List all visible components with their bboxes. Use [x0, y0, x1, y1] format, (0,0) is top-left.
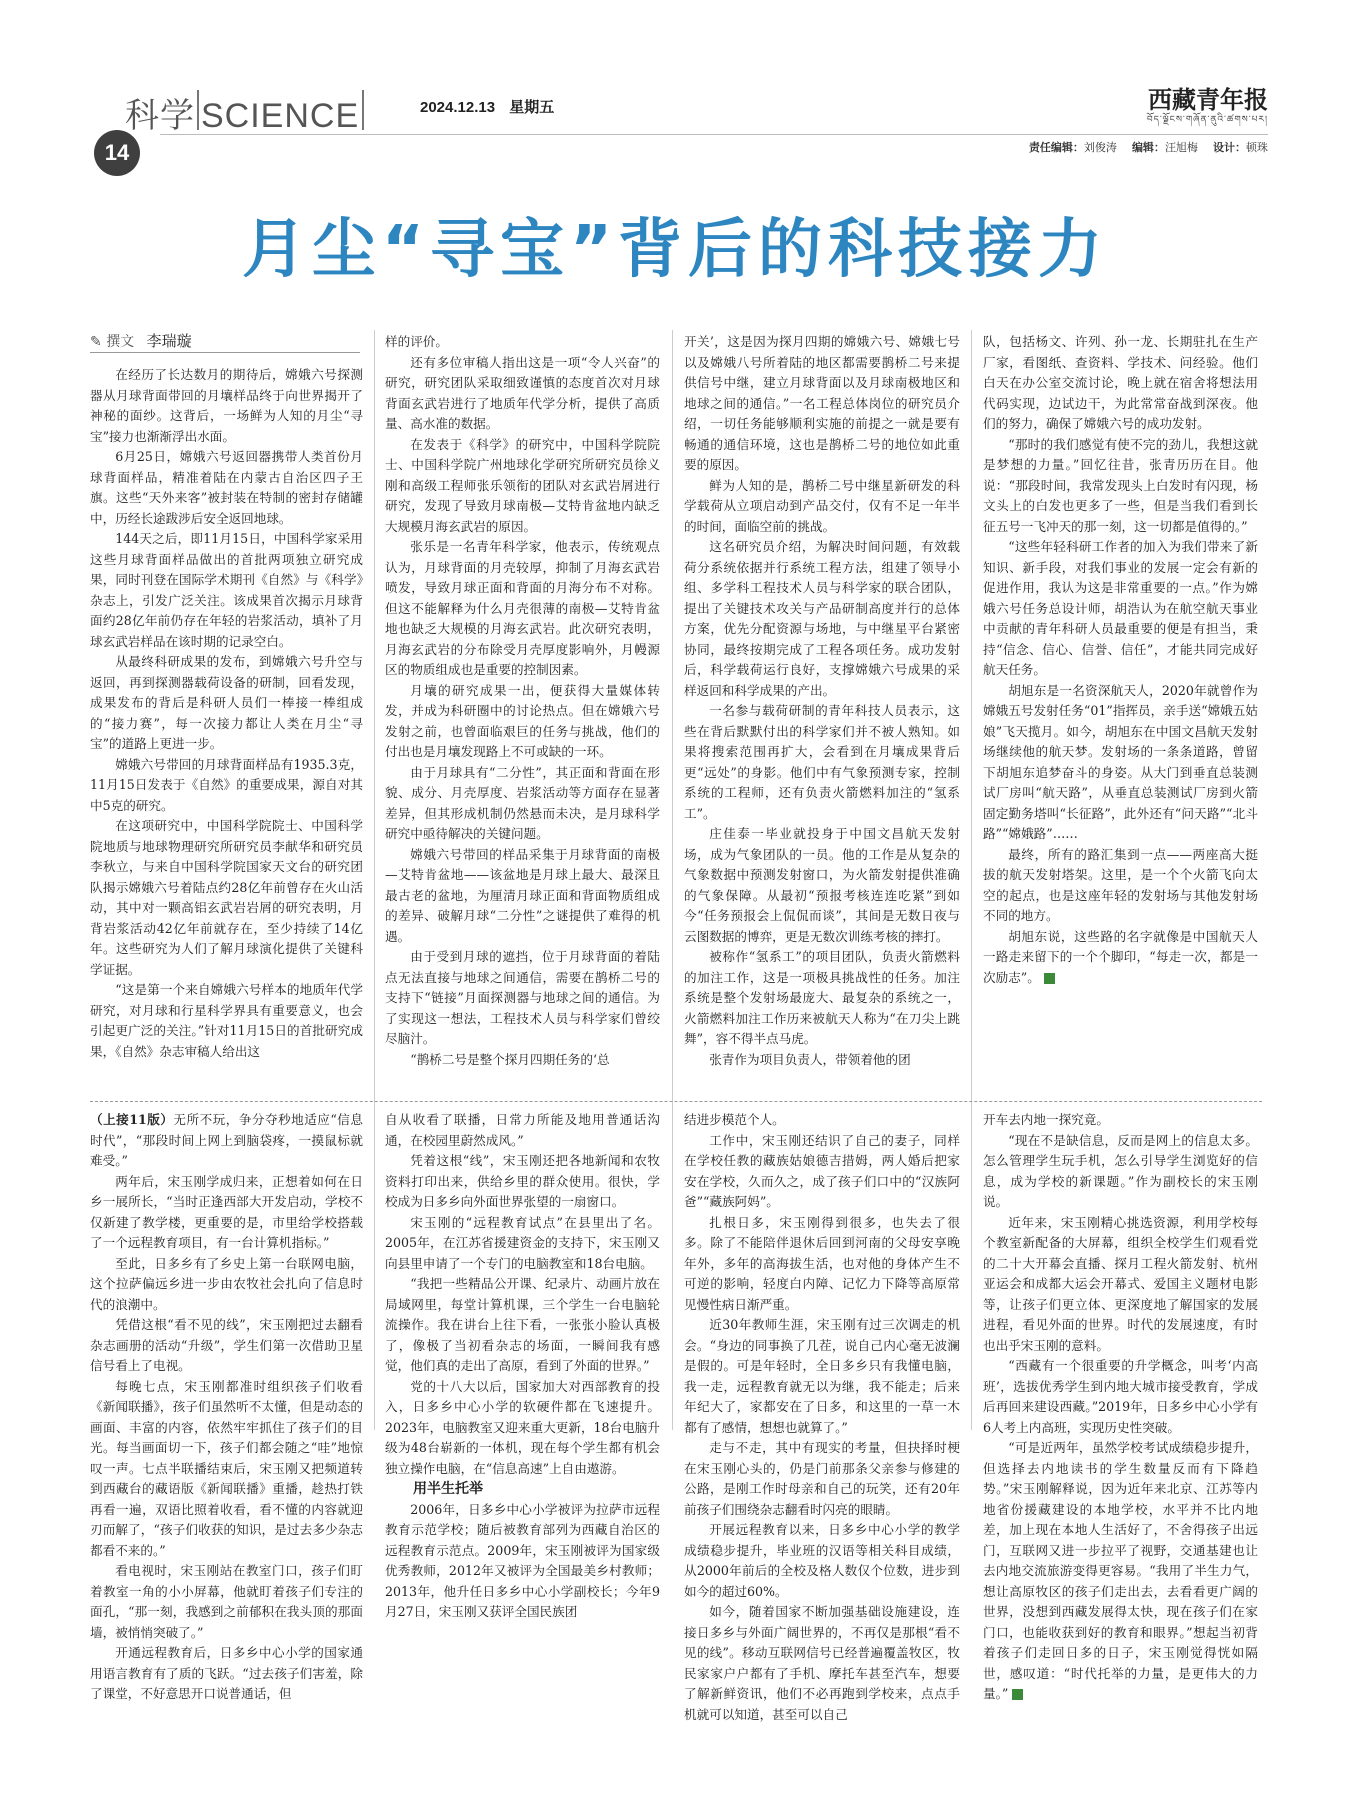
paragraph: 开车去内地一探究竟。: [983, 1112, 1109, 1127]
paragraph: 胡旭东说，这些路的名字就像是中国航天人一路走来留下的一个个脚印，“每走一次，都是一次励志”。: [983, 928, 1258, 985]
article-headline: 月尘“寻宝”背后的科技接力: [241, 213, 1109, 287]
paragraph: 结进步模范个人。: [684, 1112, 785, 1127]
editor2-name: 汪旭梅: [1164, 142, 1198, 154]
paragraph: 月壤的研究成果一出，便获得大量媒体转发，并成为科研圈中的讨论热点。但在嫦娥六号发射之前，也曾面临艰巨的任务与挑战，他们的付出也是月壤发现路上不可或缺的一环。: [385, 682, 660, 759]
paragraph: “我把一些精品公开课、纪录片、动画片放在局域网里，每堂计算机课，三个学生一台电脑轮流操作。我在讲台上往下看，一张张小脸认真极了，像极了当初看杂志的场面，一瞬间我有感觉，他们真的走出了高原，看到了外面的世界。”: [385, 1276, 660, 1373]
author-name: 李瑞璇: [146, 332, 192, 350]
paragraph: 还有多位审稿人指出这是一项“令人兴奋”的研究，研究团队采取细致谨慎的态度首次对月球背面玄武岩进行了地质年代学分析，提供了高质量、高水准的数据。: [385, 354, 660, 431]
byline: [90, 330, 192, 351]
column-rule: [672, 330, 673, 1430]
section-divider-end: [362, 90, 364, 130]
weekday-text: 星期五: [509, 99, 555, 116]
page-number: 14: [94, 130, 140, 176]
paragraph: 走与不走，其中有现实的考量，但抉择时梗在宋玉刚心头的，仍是门前那条父亲参与修建的公路，是刚工作时母亲和自己的玩笑，还有20年前孩子们围绕杂志翻看时闪亮的眼睛。: [684, 1440, 960, 1517]
paragraph: 张青作为项目负责人，带领着他的团: [709, 1051, 911, 1067]
paragraph: 凭着这根“线”，宋玉刚还把各地新闻和农牧资料打印出来，供给乡里的群众使用。很快，学校成为日多乡向外面世界张望的一扇窗口。: [385, 1153, 660, 1209]
paragraph: 宋玉刚的“远程教育试点”在县里出了名。2005年，在江苏省援建资金的支持下，宋玉刚又向县里申请了一个专门的电脑教室和18台电脑。: [385, 1214, 660, 1271]
newspaper-logo-tibetan: བོད་ལྗོངས་གཞོན་ནུའི་ཚགས་པར།: [1146, 115, 1268, 125]
paragraph: 在发表于《科学》的研究中，中国科学院院士、中国科学院广州地球化学研究所研究员徐义刚和高级工程师张乐领衔的团队对玄武岩屑进行研究，发现了导致月球南极—艾特肯盆地内缺乏大规模月海玄武岩的原因。: [385, 436, 660, 534]
header-rule: [160, 134, 1268, 135]
continued-column-4: [983, 1110, 1258, 1775]
paragraph: 从最终科研成果的发布，到嫦娥六号升空与返回，再到探测器载荷设备的研制，回看发现，成果发布的背后是科研人员们一棒接一棒组成的“接力赛”，每一次接力都让人类在月尘“寻宝”的道路上更进一步。: [90, 654, 363, 751]
paragraph: 嫦娥六号带回的样品采集于月球背面的南极—艾特肯盆地——该盆地是月球上最大、最深且最古老的盆地，为厘清月球正面和背面物质组成的差异、破解月球“二分性”之谜提供了难得的机遇。: [385, 846, 660, 944]
paragraph: 嫦娥六号带回的月球背面样品有1935.3克，11月15日发表于《自然》的重要成果，源自对其中5克的研究。: [90, 756, 363, 813]
paragraph: 工作中，宋玉刚还结识了自己的妻子，同样在学校任教的藏族姑娘德吉措姆，两人婚后把家安在学校，久而久之，成了孩子们口中的“汉族阿爸”“藏族阿妈”。: [684, 1132, 960, 1209]
column-rule: [971, 330, 972, 1430]
paragraph: 2006年，日多乡中心小学被评为拉萨市远程教育示范学校；随后被教育部列为西藏自治区的远程教育示范点。2009年，宋玉刚被评为国家级优秀教师，2012年又被评为全国最美乡村教师；2013年，他升任日多乡中心小学副校长；今年9月27日，宋玉刚又获评全国民族团: [385, 1501, 660, 1619]
paragraph: 扎根日多，宋玉刚得到很多，也失去了很多。除了不能陪伴退休后回到河南的父母安享晚年外，多年的高海拔生活，也对他的身体产生不可逆的影响，轻度白内障、记忆力下降等高原常见慢性病日渐严重。: [684, 1214, 960, 1312]
paragraph: 如今，随着国家不断加强基础设施建设，连接日多乡与外面广阔世界的，不再仅是那根“看不见的线”。移动互联网信号已经普遍覆盖牧区，牧民家家户户都有了手机、摩托车甚至汽车，想要了解新鲜资讯，他们不必再跑到学校来，点点手机就可以知道，甚至可以自己: [684, 1604, 960, 1722]
paragraph: 由于受到月球的遮挡，位于月球背面的着陆点无法直接与地球之间通信，需要在鹊桥二号的支持下“链接”月面探测器与地球之间的通信。为了实现这一想法，工程技术人员与科学家们曾绞尽脑汁。: [385, 949, 660, 1046]
editor-label: 责任编辑：: [1028, 142, 1084, 154]
paragraph: “那时的我们感觉有使不完的劲儿，我想这就是梦想的力量。”回忆往昔，张青历历在目。他说：“那段时间，我常发现头上白发时有闪现，杨文头上的白发也更多了一些，但是当我们看到长征五号一飞冲天的那一刻，这一切都是值得的。”: [983, 436, 1258, 534]
editor2-label: 编辑：: [1131, 142, 1165, 154]
paragraph: 看电视时，宋玉刚站在教室门口，孩子们盯着教室一角的小小屏幕，他就盯着孩子们专注的面孔，“那一刻，我感到之前郁积在我头顶的那面墙，被悄悄突破了。”: [90, 1563, 363, 1640]
paragraph: 两年后，宋玉刚学成归来，正想着如何在日乡一展所长，“当时正逢西部大开发启动，学校不仅新建了教学楼，更重要的是，市里给学校搭载了一个远程教育项目，有一台计算机指标。”: [90, 1173, 363, 1250]
paragraph: 自从收看了联播，日常力所能及地用普通话沟通，在校园里蔚然成风。”: [385, 1112, 660, 1148]
paragraph: 近30年教师生涯，宋玉刚有过三次调走的机会。“身边的同事换了几茬，说自己内心毫无波澜是假的。可是年轻时，全日多乡只有我懂电脑，我一走，远程教育就无以为继，我不能走；后来年纪大了，家都安在了日多，和这里的一草一木都有了感情，想想也就算了。”: [684, 1317, 960, 1435]
section-separator: [90, 1101, 1262, 1102]
paragraph: 开展远程教育以来，日多乡中心小学的教学成绩稳步提升，毕业班的汉语等相关科目成绩，从2000年前后的全校及格人数仅个位数，进步到如今的超过60%。: [684, 1522, 960, 1599]
byline-label: 撰文: [106, 334, 135, 350]
end-mark-icon: [1012, 1689, 1023, 1700]
paragraph: 至此，日多乡有了乡史上第一台联网电脑，这个拉萨偏远乡进一步由农牧社会扎向了信息时代的浪潮中。: [90, 1255, 363, 1312]
paragraph: 每晚七点，宋玉刚都准时组织孩子们收看《新闻联播》，孩子们虽然听不太懂，但是动态的画面、丰富的内容，依然牢牢抓住了孩子们的目光。每当画面切一下，孩子们都会随之“哇”地惊叹一声。七点半联播结束后，宋玉刚又把频道转到西藏台的藏语版《新闻联播》重播，趁热打铁再看一遍，双语比照着收看，看不懂的内容就迎刃而解了，“孩子们收获的知识，是过去多少杂志都看不来的。”: [90, 1378, 363, 1558]
subheading: 用半生托举: [413, 1481, 483, 1497]
pen-icon: ✎: [90, 334, 102, 350]
paragraph: 队，包括杨文、许列、孙一龙、长期驻扎在生产厂家，看图纸、查资料、学技术、问经验。他们白天在办公室交流讨论，晚上就在宿舍将想法用代码实现，边试边干，为此常常奋战到深夜。他们的努力，确保了嫦娥六号的成功发射。: [983, 334, 1258, 431]
paragraph: 开关’，这是因为探月四期的嫦娥六号、嫦娥七号以及嫦娥八号所着陆的地区都需要鹊桥二号来提供信号中继，建立月球背面以及月球南极地区和地球之间的通信。”一名工程总体岗位的研究员介绍，一切任务能够顺利实施的前提之一就是要有畅通的通信环境，这也是鹊桥二号的地位如此重要的原因。: [684, 334, 960, 472]
paragraph: 一名参与载荷研制的青年科技人员表示，这些在背后默默付出的科学家们并不被人熟知。如果将搜索范围再扩大，会看到在月壤成果背后更“远处”的身影。他们中有气象预测专家，控制系统的工程师，还有负责火箭燃料加注的“氢系工”。: [684, 703, 960, 821]
column-rule: [374, 330, 375, 1430]
editor-name: 刘俊涛: [1083, 142, 1117, 154]
paragraph: 最终，所有的路汇集到一点——两座高大挺拔的航天发射塔架。这里，是一个个火箭飞向太空的起点，也是这座年轻的发射场与其他发射场不同的地方。: [983, 846, 1258, 923]
continued-column-3: [684, 1110, 960, 1775]
paragraph: “鹊桥二号是整个探月四期任务的‘总: [410, 1051, 610, 1067]
newspaper-logo: 西藏青年报: [1148, 85, 1268, 114]
paragraph: 张乐是一名青年科学家，他表示，传统观点认为，月球背面的月壳较厚，抑制了月海玄武岩喷发，导致月球正面和背面的月海分布不对称。但这不能解释为什么月壳很薄的南极—艾特肯盆地也缺乏大规模的月海玄武岩。此次研究表明，月海玄武岩的分布除受月壳厚度影响外，月幔源区的物质组成也是重要的控制因素。: [385, 539, 660, 677]
byline-rule: [90, 352, 360, 353]
continued-column-2: [385, 1110, 660, 1775]
section-title: [125, 88, 359, 137]
paragraph: 144天之后，即11月15日，中国科学家采用这些月球背面样品做出的首批两项独立研究成果，同时刊登在国际学术期刊《自然》与《科学》杂志上，引发广泛关注。该成果首次揭示月球背面约28亿年前仍存在年轻的岩浆活动，填补了月球玄武岩样品在该时期的记录空白。: [90, 531, 363, 649]
section-cn: 科学: [125, 96, 195, 136]
paragraph: 在这项研究中，中国科学院院士、中国科学院地质与地球物理研究所研究员李献华和研究员李秋立，与来自中国科学院国家天文台的研究团队揭示嫦娥六号着陆点约28亿年前曾存在火山活动，其中对一颗高铝玄武岩岩屑的研究表明，月背岩浆活动42亿年前就存在，至少持续了14亿年。这些研究为人们了解月球演化提供了关键科学证据。: [90, 818, 363, 977]
paragraph: 这名研究员介绍，为解决时间问题，有效载荷分系统依据并行系统工程方法，组建了领导小组、多学科工程技术人员与科学家的联合团队，提出了关键技术攻关与产品研制高度并行的总体方案，优先分配资源与场地，与中继星平台紧密协同，最终按期完成了工程各项任务。成功发射后，科学载荷运行良好，支撑嫦娥六号成果的采样返回和科学成果的产出。: [684, 539, 960, 698]
paragraph: “现在不是缺信息，反而是网上的信息太多。怎么管理学生玩手机，怎么引导学生浏览好的信息，成为学校的新课题。”作为副校长的宋玉刚说。: [983, 1132, 1258, 1209]
paragraph: 鲜为人知的是，鹊桥二号中继星新研发的科学载荷从立项启动到产品交付，仅有不足一年半的时间，面临空前的挑战。: [684, 477, 960, 534]
paragraph: 样的评价。: [385, 334, 448, 349]
paragraph: 在经历了长达数月的期待后，嫦娥六号探测器从月球背面带回的月壤样品终于向世界揭开了神秘的面纱。这背后，一场鲜为人知的月尘“寻宝”接力也渐渐浮出水面。: [90, 367, 363, 444]
paragraph: 庄佳泰一毕业就投身于中国文昌航天发射场，成为气象团队的一员。他的工作是从复杂的气象数据中预测发射窗口，为火箭发射提供准确的气象保障。从最初“预报考核连连吃紧”到如今“任务预报会上侃侃而谈”，其间是无数日夜与云图数据的博弈，更是无数次训练考核的摔打。: [684, 826, 960, 944]
paragraph: “可是近两年，虽然学校考试成绩稳步提升，但选择去内地读书的学生数量反而有下降趋势。”宋玉刚解释说，因为近年来北京、江苏等内地省份援藏建设的本地学校，水平并不比内地差，加上现在本地人生活好了，不舍得孩子出远门，互联网又进一步拉平了视野，交通基建也让去内地交流旅游变得更容易。“我用了半生力气，想让高原牧区的孩子们走出去，去看看更广阔的世界，没想到西藏发展得太快，现在孩子们在家门口，也能收获到好的教育和眼界。”想起当初背着孩子们走回日多的日子，宋玉刚觉得恍如隔世，感叹道：“时代托举的力量，是更伟大的力量。”: [983, 1440, 1258, 1701]
issue-date: [420, 96, 554, 117]
paragraph: 凭借这根“看不见的线”，宋玉刚把过去翻看杂志画册的活动“升级”，学生们第一次借助卫星信号看上了电视。: [90, 1317, 363, 1373]
section-divider: [197, 90, 199, 130]
continued-tag: （上接11版）: [90, 1112, 174, 1127]
paragraph: 由于月球具有“二分性”，其正面和背面在形貌、成分、月壳厚度、岩浆活动等方面存在显著差异，但其形成机制仍然悬而未决，是月球科学研究中亟待解决的关键问题。: [385, 764, 660, 841]
paragraph: 6月25日，嫦娥六号返回器携带人类首份月球背面样品，精准着陆在内蒙古自治区四子王旗。这些“天外来客”被封装在特制的密封存储罐中，历经长途跋涉后安全返回地球。: [90, 449, 363, 526]
editor-credits: [1017, 139, 1268, 155]
paragraph: “这是第一个来自嫦娥六号样本的地质年代学研究，对月球和行星科学界具有重要意义，也会引起更广泛的关注。”针对11月15日的首批研究成果，《自然》杂志审稿人给出这: [90, 982, 363, 1059]
design-label: 设计：: [1213, 142, 1246, 154]
designer-name: 顿珠: [1246, 142, 1268, 154]
paragraph: 近年来，宋玉刚精心挑选资源，利用学校每个教室新配备的大屏幕，组织全校学生们观看党的二十大开幕会直播、探月工程火箭发射、杭州亚运会和成都大运会开幕式、爱国主义题材电影等，让孩子们更立体、更深度地了解国家的发展进程，看见外面的世界。时代的发展速度，有时也出乎宋玉刚的意料。: [983, 1214, 1258, 1353]
paragraph: 无所不玩，争分夺秒地适应“信息时代”，“那段时间上网上到脑袋疼，一摸鼠标就难受。”: [90, 1112, 363, 1168]
section-en: SCIENCE: [201, 97, 360, 135]
end-mark-icon: [1044, 973, 1055, 984]
paragraph: 开通远程教育后，日多乡中心小学的国家通用语言教育有了质的飞跃。“过去孩子们害羞，除了课堂，不好意思开口说普通话，但: [90, 1645, 363, 1701]
paragraph: 被称作“氢系工”的项目团队，负责火箭燃料的加注工作，这是一项极具挑战性的任务。加注系统是整个发射场最庞大、最复杂的系统之一，火箭燃料加注工作历来被航天人称为“在刀尖上跳舞”，容不得半点马虎。: [684, 949, 960, 1046]
date-text: 2024.12.13: [420, 99, 496, 116]
paragraph: 党的十八大以后，国家加大对西部教育的投入，日多乡中心小学的软硬件都在飞速提升。2023年，电脑教室又迎来重大更新，18台电脑升级为48台崭新的一体机，现在每个学生都有机会独立操作电脑，在“信息高速”上自由遨游。: [385, 1378, 660, 1476]
paragraph: “这些年轻科研工作者的加入为我们带来了新知识、新手段，对我们事业的发展一定会有新的促进作用，我认为这是非常重要的一点。”作为嫦娥六号任务总设计师，胡浩认为在航空航天事业中贡献的青年科研人员最重要的便是有担当，秉持“信念、信心、信誉、信任”，才能共同完成好航天任务。: [983, 539, 1258, 677]
continued-column-1: [90, 1110, 363, 1775]
paragraph: “西藏有一个很重要的升学概念，叫考‘内高班’，选拔优秀学生到内地大城市接受教育，学成后再回来建设西藏。”2019年，日多乡中心小学有6人考上内高班，实现历史性突破。: [983, 1358, 1258, 1435]
paragraph: 胡旭东是一名资深航天人，2020年就曾作为嫦娥五号发射任务“01”指挥员，亲手送“嫦娥五姑娘”飞天揽月。如今，胡旭东在中国文昌航天发射场继续他的航天梦。发射场的一条条道路，曾留下胡旭东追梦奋斗的身姿。从大门到垂直总装测试厂房叫“航天路”，从垂直总装测试厂房到火箭固定勤务塔叫“长征路”，此外还有“问天路”“北斗路”“嫦娥路”……: [983, 682, 1258, 841]
